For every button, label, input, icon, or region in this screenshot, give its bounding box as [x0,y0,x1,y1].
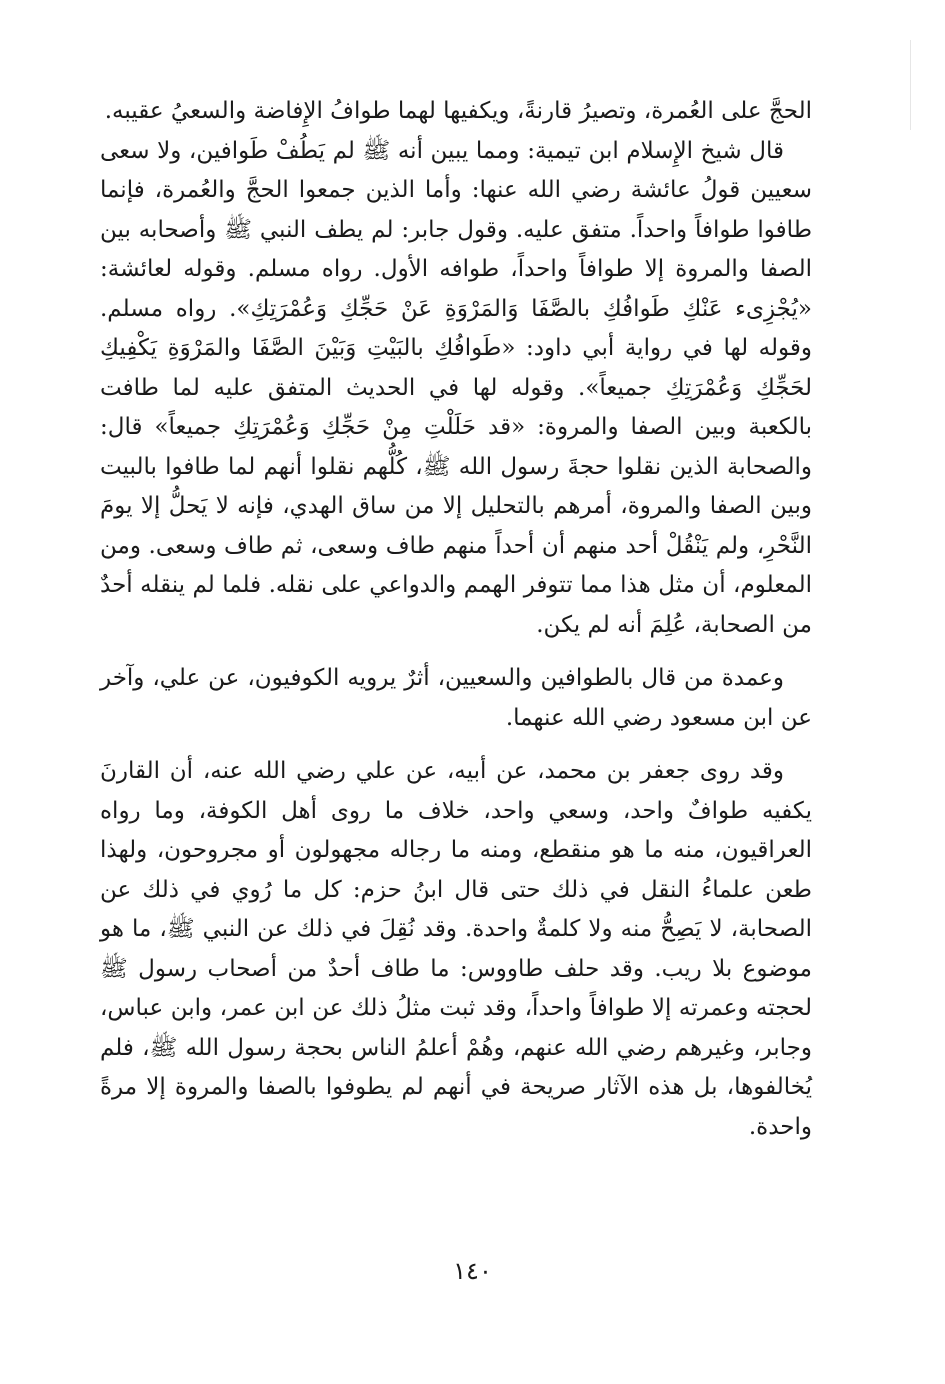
paragraph-4: وقد روى جعفر بن محمد، عن أبيه، عن علي رضي الله عنه، أن القارنَ يكفيه طوافٌ واحد، وسعي واحد، خلاف ما روى أهل الكوفة، وما رواه العراقيون، منه ما هو منقطع، ومنه ما رجاله مجهولون أو مجروحون، ولهذا طعن علماءُ النقل في ذلك حتى قال ابنُ حزم: كل ما رُوي في ذلك عن الصحابة، لا يَصِحُّ منه ولا كلمةٌ واحدة. وقد نُقِلَ في ذلك عن النبي ﷺ، ما هو موضوع بلا ريب. وقد حلف طاووس: ما طاف أحدٌ من أصحاب رسول ﷺ لحجته وعمرته إلا طوافاً واحداً، وقد ثبت مثلُ ذلك عن ابن عمر، وابن عباس، وجابر، وغيرهم رضي الله عنهم، وهُمْ أعلمُ الناس بحجة رسول الله ﷺ، فلم يُخالفوها، بل هذه الآثار صريحة في أنهم لم يطوفوا بالصفا والمروة إلا مرةً واحدة. [100,758,812,1140]
paragraph-3: وعمدة من قال بالطوافين والسعيين، أثرٌ يرويه الكوفيون، عن علي، وآخر عن ابن مسعود رضي الله عنهما. [100,665,812,731]
paragraph-1: الحجَّ على العُمرة، وتصيرُ قارنةً، ويكفيها لهما طوافُ الإِفاضة والسعيُ عقيبه. [104,98,812,124]
page-body [100,92,812,1147]
paragraph-2: قال شيخ الإِسلام ابن تيمية: ومما يبين أنه ﷺ لم يَطُفْ طَوافين، ولا سعى سعيين قولُ عائشة رضي الله عنها: وأما الذين جمعوا الحجَّ والعُمرة، فإنما طافوا طوافاً واحداً. متفق عليه. وقول جابر: لم يطف النبي ﷺ وأصحابه بين الصفا والمروة إلا طوافاً واحداً، طوافه الأول. رواه مسلم. وقوله لعائشة: «يُجْزِىء عَنْكِ طَوافُكِ بالصَّفَا وَالمَرْوَةِ عَنْ حَجِّكِ وَعُمْرَتِكِ». رواه مسلم. وقوله لها في رواية أبي داود: «طَوافُكِ بالبَيْتِ وَبَيْنَ الصَّفَا والمَرْوَةِ يَكْفِيكِ لحَجِّكِ وَعُمْرَتِكِ جميعاً». وقوله لها في الحديث المتفق عليه لما طافت بالكعبة وبين الصفا والمروة: «قد حَلَلْتِ مِنْ حَجِّكِ وَعُمْرَتِكِ جميعاً» قال: والصحابة الذين نقلوا حجةَ رسول الله ﷺ، كُلُّهم نقلوا أنهم لما طافوا بالبيت وبين الصفا والمروة، أمرهم بالتحليل إلا من ساق الهدي، فإنه لا يَحلُّ إلا يومَ النَّحْرِ، ولم يَنْقُلْ أحد منهم أن أحداً منهم طاف وسعى، ثم طاف وسعى. ومن المعلوم، أن مثل هذا مما تتوفر الهمم والدواعي على نقله. فلما لم ينقله أحدٌ من الصحابة، عُلِمَ أنه لم يكن. [100,137,812,638]
page-number: ١٤٠ [453,1257,492,1285]
page-edge-line [910,40,911,130]
